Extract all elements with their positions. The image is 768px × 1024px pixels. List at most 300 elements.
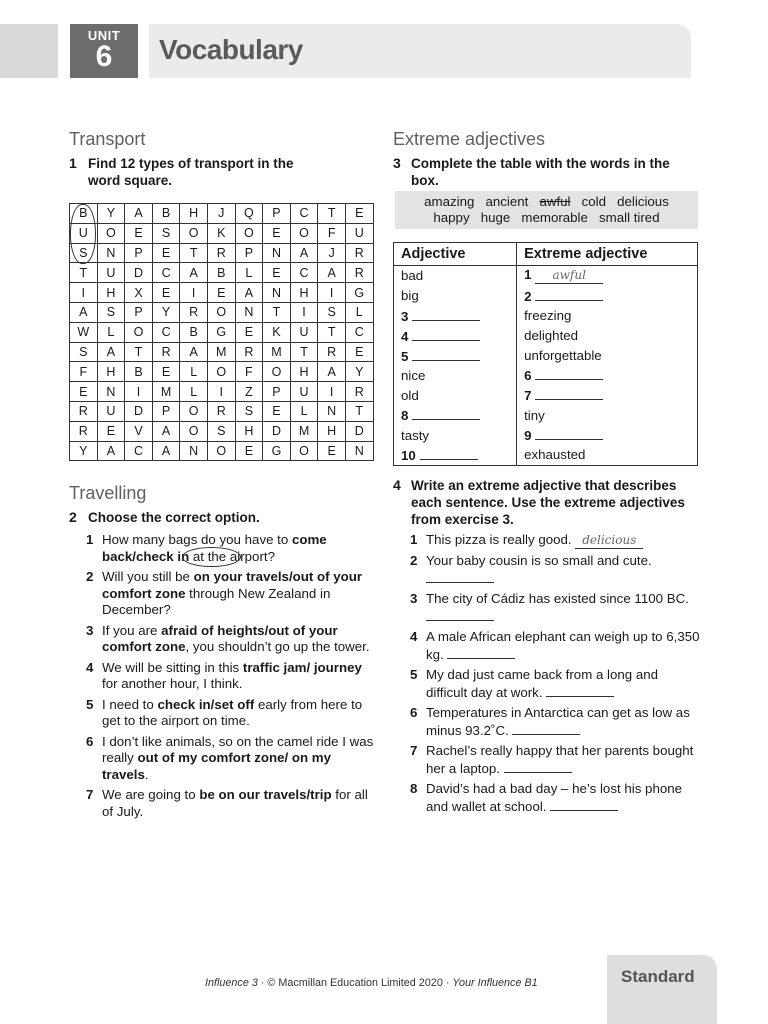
exercise-2-item xyxy=(86,697,376,730)
table-row xyxy=(394,286,698,306)
item-text: If you are xyxy=(102,622,162,638)
word-square-cell: N xyxy=(97,382,125,402)
word-square-cell: E xyxy=(152,283,180,303)
item-number: 10 xyxy=(401,447,416,463)
word-square-cell: S xyxy=(207,421,235,441)
answer-blank xyxy=(535,288,603,301)
exercise-4-number: 4 xyxy=(393,477,401,493)
word-square-cell: E xyxy=(263,263,291,283)
word-square-cell: D xyxy=(263,421,291,441)
answer-blank xyxy=(412,328,480,341)
exercise-4-item xyxy=(410,629,700,663)
handwritten-answer: awful xyxy=(552,268,586,283)
item-text: I need to xyxy=(102,696,158,712)
word-square-cell: R xyxy=(152,342,180,362)
answer-blank xyxy=(426,608,494,621)
word-box-word: ancient xyxy=(485,194,529,209)
word-square-cell: E xyxy=(152,362,180,382)
item-options: out of my comfort zone/ on my travels xyxy=(102,750,332,782)
word-square-cell: E xyxy=(263,223,291,243)
exercise-1-number: 1 xyxy=(69,155,77,171)
item-options: afraid of heights/out of your comfort zone xyxy=(102,622,338,654)
word-square-cell: V xyxy=(125,421,153,441)
word-square-cell: N xyxy=(235,302,263,322)
answer-blank xyxy=(412,407,480,420)
item-text: How many bags do you have to xyxy=(102,532,292,547)
word-square-cell: O xyxy=(180,421,208,441)
footer-series: Your Influence B1 xyxy=(452,977,538,989)
item-text-end: through New Zealand in December? xyxy=(102,585,331,617)
adjective-cell xyxy=(394,346,517,366)
word-square-cell: M xyxy=(207,342,235,362)
word-square-cell: O xyxy=(290,441,318,461)
item-number: 7 xyxy=(410,743,418,758)
word-square-cell: A xyxy=(70,302,98,322)
unit-label: UNIT xyxy=(87,28,121,43)
word-square-cell: B xyxy=(180,322,208,342)
word-square-cell: F xyxy=(318,223,346,243)
word-square-cell: S xyxy=(152,223,180,243)
word-square xyxy=(69,203,374,461)
answer-blank xyxy=(550,798,618,811)
word-square-cell: P xyxy=(263,204,291,224)
table-row xyxy=(394,385,698,405)
word-square-cell: E xyxy=(263,401,291,421)
word-square-cell: O xyxy=(180,223,208,243)
item-number: 7 xyxy=(524,388,532,404)
answer-circle-bus xyxy=(70,204,96,264)
item-number: 5 xyxy=(401,348,409,364)
word-square-cell: C xyxy=(125,441,153,461)
word-square-cell: B xyxy=(70,204,98,224)
table-row xyxy=(394,445,698,465)
answer-blank xyxy=(535,367,603,380)
word-square-cell: L xyxy=(345,302,373,322)
word-square-cell: A xyxy=(97,441,125,461)
word-square-cell: C xyxy=(152,263,180,283)
word-square-cell: E xyxy=(207,283,235,303)
word-box-word: huge xyxy=(480,210,511,225)
extreme-adjective-cell xyxy=(517,445,698,465)
table-header-extreme: Extreme adjective xyxy=(517,243,698,266)
item-number: 6 xyxy=(524,368,532,384)
word-square-cell: I xyxy=(125,382,153,402)
adjective: old xyxy=(401,387,419,403)
word-square-cell: B xyxy=(125,362,153,382)
answer-blank xyxy=(535,427,603,440)
word-square-row xyxy=(70,342,374,362)
word-square-cell: P xyxy=(263,382,291,402)
word-box xyxy=(395,191,698,229)
word-square-cell: S xyxy=(70,243,98,263)
item-text: I don’t like animals, so on the camel ride I was really xyxy=(102,733,374,765)
word-square-cell: R xyxy=(345,263,373,283)
word-square-row xyxy=(70,243,374,263)
table-row xyxy=(394,346,698,366)
table-row xyxy=(394,425,698,445)
adjective: tasty xyxy=(401,427,430,443)
item-sentence: Temperatures in Antarctica can get as low as minus 93.2˚C. xyxy=(426,705,690,738)
item-sentence: The city of Cádiz has existed since 1100 BC. xyxy=(426,591,689,606)
item-sentence: My dad just came back from a long and difficult day at work. xyxy=(426,667,659,700)
item-number: 1 xyxy=(86,532,94,547)
word-box-word: tired xyxy=(633,210,660,225)
word-square-cell: H xyxy=(97,362,125,382)
extreme-adjective-cell xyxy=(517,425,698,445)
exercise-2-list xyxy=(86,532,376,824)
word-square-cell: R xyxy=(180,302,208,322)
word-square-cell: F xyxy=(70,362,98,382)
word-square-cell: M xyxy=(152,382,180,402)
word-square-cell: N xyxy=(318,401,346,421)
item-text-end: , you shouldn’t go up the tower. xyxy=(185,639,370,654)
page-title: Vocabulary xyxy=(159,34,303,65)
word-square-cell: O xyxy=(235,223,263,243)
word-square-cell: A xyxy=(318,362,346,382)
answer-blank xyxy=(512,722,580,735)
word-square-cell: A xyxy=(152,421,180,441)
word-square-cell: H xyxy=(180,204,208,224)
word-square-cell: K xyxy=(207,223,235,243)
word-square-cell: P xyxy=(125,243,153,263)
word-square-cell: Y xyxy=(97,204,125,224)
exercise-2-number: 2 xyxy=(69,509,77,525)
word-square-cell: N xyxy=(263,283,291,303)
extreme-adjective: tiny xyxy=(524,407,545,423)
word-square-cell: I xyxy=(70,283,98,303)
item-number: 2 xyxy=(86,569,94,584)
exercise-4-item xyxy=(410,532,700,549)
word-square-cell: U xyxy=(290,382,318,402)
item-number: 6 xyxy=(410,705,418,720)
item-sentence: Rachel’s really happy that her parents bought her a laptop. xyxy=(426,743,694,776)
word-square-cell: P xyxy=(152,401,180,421)
word-square-cell: C xyxy=(290,204,318,224)
word-square-row xyxy=(70,302,374,322)
word-square-cell: I xyxy=(318,283,346,303)
item-text-end: early from here to get to the airport on time. xyxy=(102,696,363,728)
word-square-cell: W xyxy=(70,322,98,342)
item-number: 1 xyxy=(410,532,418,547)
word-square-row xyxy=(70,322,374,342)
word-square-cell: S xyxy=(97,302,125,322)
item-sentence: A male African elephant can weigh up to 6,350 kg. xyxy=(426,629,700,662)
word-square-cell: O xyxy=(207,362,235,382)
word-square-cell: T xyxy=(290,342,318,362)
word-box-line-2 xyxy=(395,210,698,226)
word-square-cell: O xyxy=(97,223,125,243)
extreme-adjective-cell xyxy=(517,306,698,326)
word-square-row xyxy=(70,362,374,382)
answer-blank xyxy=(575,534,643,549)
word-square-cell: A xyxy=(125,204,153,224)
word-square-cell: R xyxy=(345,382,373,402)
exercise-4-item xyxy=(410,781,700,815)
word-square-cell: M xyxy=(290,421,318,441)
adjective-cell xyxy=(394,445,517,465)
adjective-cell xyxy=(394,286,517,306)
word-square-cell: P xyxy=(125,302,153,322)
word-square-cell: S xyxy=(235,401,263,421)
word-square-cell: I xyxy=(318,382,346,402)
answer-blank xyxy=(447,646,515,659)
word-square-cell: G xyxy=(263,441,291,461)
word-square-cell: H xyxy=(235,421,263,441)
item-options: come back/check in xyxy=(102,532,327,564)
exercise-4-item xyxy=(410,667,700,701)
item-number: 9 xyxy=(524,428,532,444)
adjective-cell xyxy=(394,266,517,286)
extreme-adjective-cell xyxy=(517,266,698,286)
answer-blank xyxy=(426,570,494,583)
word-square-cell: L xyxy=(97,322,125,342)
word-square-cell: T xyxy=(318,204,346,224)
adjective-cell xyxy=(394,405,517,425)
word-square-cell: R xyxy=(318,342,346,362)
word-square-cell: E xyxy=(152,243,180,263)
extreme-adjective: freezing xyxy=(524,308,572,324)
item-text-end: at the airport? xyxy=(189,548,275,564)
word-square-cell: Y xyxy=(152,302,180,322)
exercise-2-item xyxy=(86,660,376,693)
word-square-cell: U xyxy=(97,401,125,421)
exercise-4-item xyxy=(410,743,700,777)
word-square-cell: N xyxy=(345,441,373,461)
word-box-word: amazing xyxy=(424,194,475,209)
answer-blank xyxy=(412,308,480,321)
answer-blank xyxy=(412,348,480,361)
word-square-cell: A xyxy=(290,243,318,263)
answer-blank xyxy=(420,447,478,460)
exercise-3-number: 3 xyxy=(393,155,401,171)
word-square-cell: A xyxy=(152,441,180,461)
item-number: 3 xyxy=(401,308,409,324)
word-square-cell: N xyxy=(263,243,291,263)
item-sentence: David’s had a bad day – he’s lost his phone and wallet at school. xyxy=(426,781,683,814)
exercise-4-item xyxy=(410,591,700,625)
item-options: on your travels/out of your comfort zone xyxy=(102,569,363,601)
word-square-cell: D xyxy=(345,421,373,441)
word-square-cell: O xyxy=(263,362,291,382)
answer-blank xyxy=(504,760,572,773)
header-left-tab xyxy=(0,24,58,78)
word-square-cell: L xyxy=(235,263,263,283)
word-square-cell: J xyxy=(318,243,346,263)
word-square-cell: A xyxy=(97,342,125,362)
word-square-cell: R xyxy=(70,401,98,421)
word-box-line-1 xyxy=(395,194,698,210)
word-square-cell: K xyxy=(263,322,291,342)
item-number: 6 xyxy=(86,733,94,749)
word-square-cell: T xyxy=(125,342,153,362)
word-square-cell: S xyxy=(70,342,98,362)
table-row xyxy=(394,405,698,425)
unit-badge xyxy=(70,24,138,78)
section-title-transport: Transport xyxy=(69,129,146,149)
word-box-word: happy xyxy=(433,210,470,225)
section-title-extreme: Extreme adjectives xyxy=(393,129,546,149)
word-square-row xyxy=(70,283,374,303)
word-square-cell: O xyxy=(290,223,318,243)
word-square-cell: E xyxy=(318,441,346,461)
word-square-cell: S xyxy=(318,302,346,322)
exercise-3-instruction: Complete the table with the words in the box. xyxy=(411,156,670,188)
word-square-row xyxy=(70,382,374,402)
unit-number: 6 xyxy=(95,40,113,73)
word-square-cell: D xyxy=(125,263,153,283)
exercise-4-instruction: Write an extreme adjective that describes each sentence. Use the extreme adjectives from exercise 3. xyxy=(411,478,685,527)
item-number: 3 xyxy=(86,622,94,638)
extreme-adjective-cell xyxy=(517,346,698,366)
adjective-table xyxy=(393,242,698,466)
word-square-cell: I xyxy=(180,283,208,303)
table-row xyxy=(394,266,698,286)
word-square-cell: F xyxy=(235,362,263,382)
word-square-cell: G xyxy=(207,322,235,342)
item-text-end: for all of July. xyxy=(102,787,368,819)
word-square-cell: H xyxy=(318,421,346,441)
extreme-adjective-cell xyxy=(517,385,698,405)
exercise-4-list xyxy=(410,532,700,819)
adjective-cell xyxy=(394,425,517,445)
word-square-cell: B xyxy=(152,204,180,224)
word-square-cell: D xyxy=(125,401,153,421)
answer-blank xyxy=(535,269,603,284)
section-title-travelling: Travelling xyxy=(69,483,147,503)
word-square-cell: C xyxy=(290,263,318,283)
word-square-cell: R xyxy=(70,421,98,441)
extreme-adjective-cell xyxy=(517,365,698,385)
extreme-adjective-cell xyxy=(517,405,698,425)
word-square-cell: E xyxy=(97,421,125,441)
word-square-cell: A xyxy=(318,263,346,283)
exercise-4-item xyxy=(410,705,700,739)
adjective-cell xyxy=(394,306,517,326)
item-number: 1 xyxy=(524,267,532,283)
word-square-cell: T xyxy=(180,243,208,263)
extreme-adjective-cell xyxy=(517,286,698,306)
adjective: bad xyxy=(401,268,424,284)
footer-copyright xyxy=(205,977,538,989)
table-row xyxy=(394,365,698,385)
word-square-cell: Y xyxy=(345,362,373,382)
extreme-adjective: exhausted xyxy=(524,447,586,463)
exercise-2-item xyxy=(86,734,376,784)
item-number: 8 xyxy=(401,408,409,424)
word-square-cell: I xyxy=(207,382,235,402)
adjective-cell xyxy=(394,326,517,346)
word-square-cell: G xyxy=(345,283,373,303)
item-number: 4 xyxy=(401,328,409,344)
exercise-4-item xyxy=(410,553,700,587)
item-number: 2 xyxy=(410,553,418,568)
item-text-end: . xyxy=(144,766,149,782)
word-square-cell: H xyxy=(290,362,318,382)
word-box-word: delicious xyxy=(617,194,669,209)
item-text-end: for another hour, I think. xyxy=(102,676,243,691)
word-square-cell: I xyxy=(290,302,318,322)
word-square-cell: H xyxy=(97,283,125,303)
item-number: 7 xyxy=(86,787,94,802)
item-number: 2 xyxy=(524,288,532,304)
word-square-cell: Q xyxy=(235,204,263,224)
word-square-cell: U xyxy=(70,223,98,243)
word-box-word: memorable xyxy=(521,210,588,225)
word-square-cell: M xyxy=(263,342,291,362)
item-sentence: This pizza is really good. xyxy=(426,532,572,547)
word-square-cell: R xyxy=(345,243,373,263)
item-number: 5 xyxy=(410,667,418,682)
item-number: 4 xyxy=(410,629,418,644)
word-square-cell: O xyxy=(180,401,208,421)
table-row xyxy=(394,306,698,326)
word-square-row xyxy=(70,204,374,224)
word-square-cell: O xyxy=(207,302,235,322)
item-text: We will be sitting in this xyxy=(102,659,243,675)
exercise-2-instruction: Choose the correct option. xyxy=(88,510,260,525)
item-number: 4 xyxy=(86,659,94,675)
word-square-cell: N xyxy=(97,243,125,263)
table-row xyxy=(394,326,698,346)
word-square-cell: E xyxy=(70,382,98,402)
word-square-cell: T xyxy=(345,401,373,421)
word-square-cell: C xyxy=(152,322,180,342)
word-square-cell: A xyxy=(180,342,208,362)
word-square-cell: H xyxy=(290,283,318,303)
word-square-cell: Y xyxy=(70,441,98,461)
word-square-cell: R xyxy=(207,243,235,263)
answer-blank xyxy=(535,387,603,400)
word-square-cell: J xyxy=(207,204,235,224)
word-square-cell: R xyxy=(207,401,235,421)
word-square-cell: E xyxy=(345,204,373,224)
table-header-adjective: Adjective xyxy=(394,243,517,266)
word-square-cell: U xyxy=(290,322,318,342)
word-box-word: cold xyxy=(581,194,607,209)
adjective: nice xyxy=(401,367,426,383)
extreme-adjective-cell xyxy=(517,326,698,346)
word-square-cell: O xyxy=(207,441,235,461)
footer-separator: · © Macmillan Education Limited 2020 · xyxy=(257,977,453,989)
word-square-row xyxy=(70,263,374,283)
item-number: 8 xyxy=(410,781,418,796)
word-square-row xyxy=(70,223,374,243)
word-square-cell: U xyxy=(345,223,373,243)
word-square-cell: L xyxy=(180,362,208,382)
word-square-cell: Z xyxy=(235,382,263,402)
word-square-cell: A xyxy=(180,263,208,283)
adjective-cell xyxy=(394,365,517,385)
item-options: be on our travels/trip xyxy=(199,787,332,802)
word-square-cell: N xyxy=(180,441,208,461)
word-square-cell: P xyxy=(235,243,263,263)
word-square-cell: E xyxy=(125,223,153,243)
word-square-cell: E xyxy=(235,322,263,342)
answer-blank xyxy=(546,684,614,697)
word-square-cell: X xyxy=(125,283,153,303)
footer-book: Influence 3 xyxy=(205,977,258,989)
item-options: check in/set off xyxy=(157,696,255,712)
word-square-cell: T xyxy=(318,322,346,342)
adjective-cell xyxy=(394,385,517,405)
word-square-row xyxy=(70,401,374,421)
handwritten-answer: delicious xyxy=(582,533,637,547)
adjective: big xyxy=(401,288,419,304)
item-number: 3 xyxy=(410,591,418,606)
word-square-row xyxy=(70,421,374,441)
item-sentence: Your baby cousin is so small and cute. xyxy=(426,553,652,568)
level-label: Standard xyxy=(621,967,695,986)
